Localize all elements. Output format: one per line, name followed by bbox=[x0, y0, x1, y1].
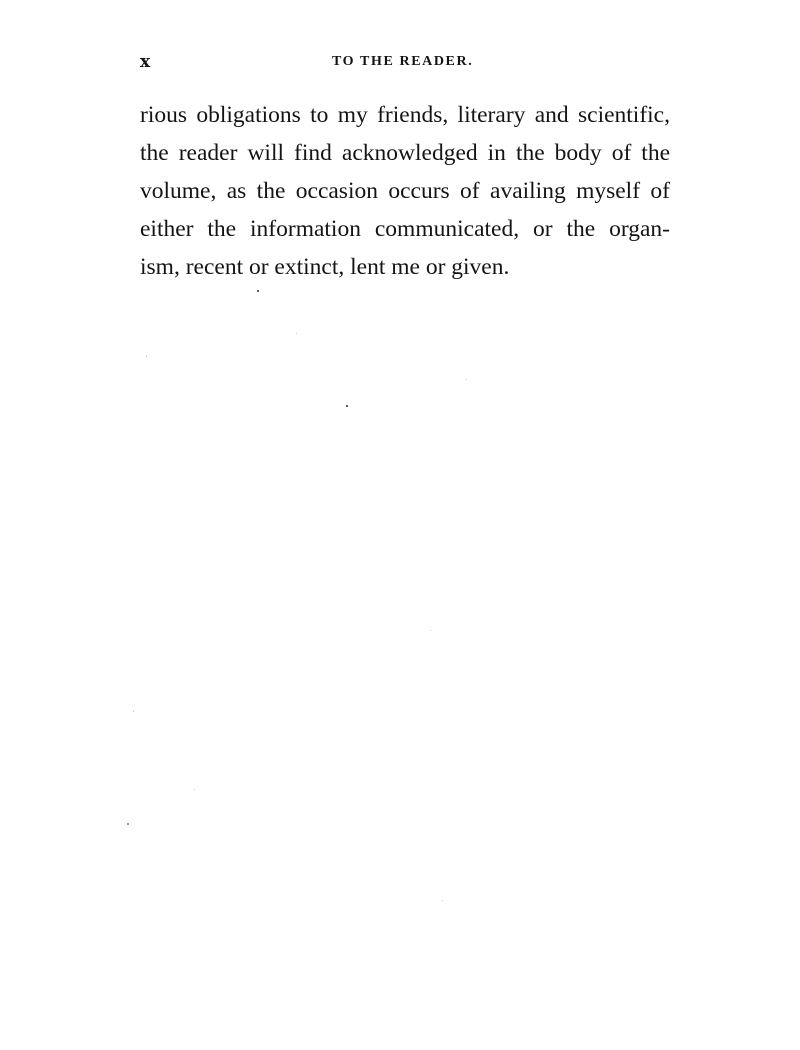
running-title: TO THE READER. bbox=[332, 54, 474, 69]
scan-speck bbox=[133, 711, 134, 712]
body-paragraph bbox=[140, 96, 670, 286]
scan-speck bbox=[127, 823, 129, 825]
text-line: ism, recent or extinct, lent me or given. bbox=[140, 254, 510, 280]
scan-speck bbox=[257, 290, 259, 292]
scan-speck bbox=[442, 900, 443, 901]
scan-speck bbox=[466, 379, 467, 380]
scan-speck bbox=[296, 333, 297, 334]
scan-speck bbox=[346, 405, 348, 407]
text-line: either the information communicated, or the organ- bbox=[140, 216, 670, 242]
text-line: volume, as the occasion occurs of availing myself of bbox=[140, 178, 670, 204]
scan-speck bbox=[430, 630, 431, 631]
scan-speck bbox=[146, 356, 147, 357]
running-head bbox=[140, 52, 668, 76]
text-line: the reader will find acknowledged in the body of the bbox=[140, 140, 670, 166]
text-line: rious obligations to my friends, literary and scientific, bbox=[140, 102, 670, 128]
scan-speck bbox=[194, 789, 195, 790]
page-number: x bbox=[140, 52, 152, 72]
